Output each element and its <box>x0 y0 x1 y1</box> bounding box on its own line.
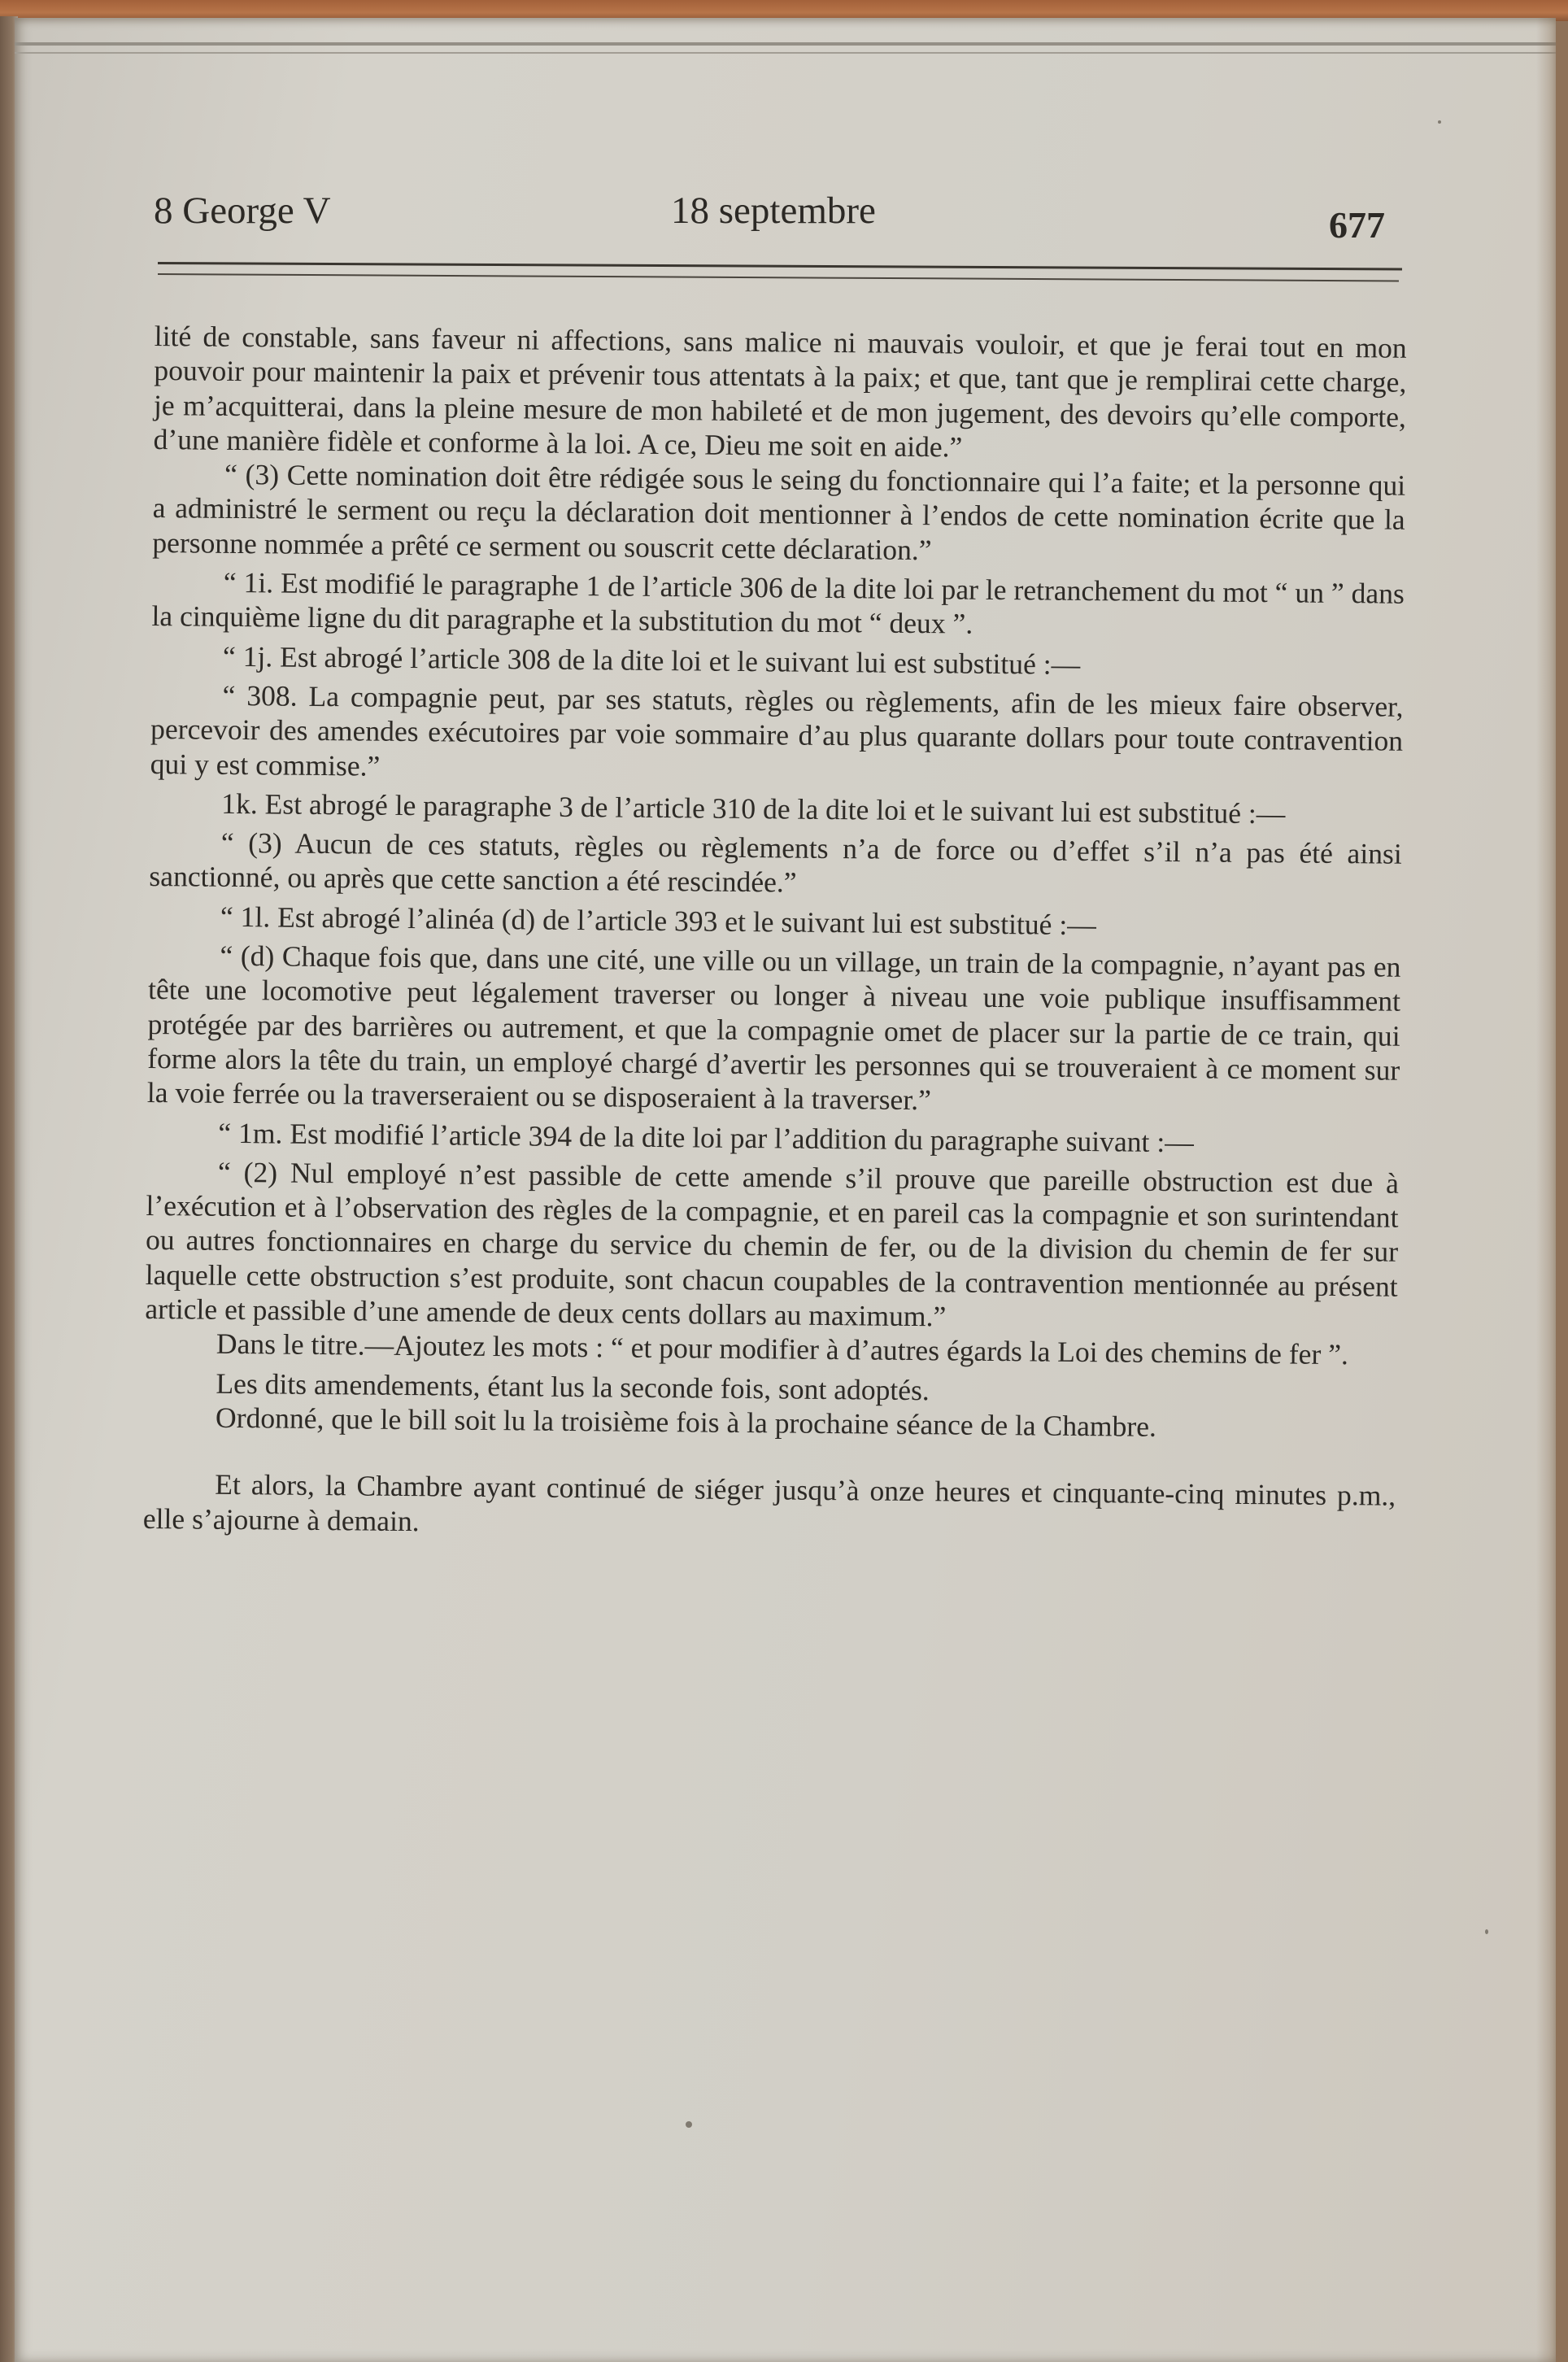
paragraph-amendment-1k: 1k. Est abrogé le paragraphe 3 de l’article 310 de la dite loi et le suivant lui est substitué :— <box>221 787 1286 830</box>
paragraph-amendment-1i: “ 1i. Est modifié le paragraphe 1 de l’article 306 de la dite loi par le retranchement du mot “ un ” dans la cinquième ligne du dit paragraphe et la substitution du mot “ deux ”. <box>151 565 1405 641</box>
page-number: 677 <box>1329 204 1385 246</box>
paragraph-amendment-1m: “ 1m. Est modifié l’article 394 de la dite loi par l’addition du paragraphe suivant :— <box>218 1116 1194 1158</box>
paragraph-subsection-2-employe: “ (2) Nul employé n’est passible de cette amende s’il prouve que pareille obstruction est due à l’exécution et à l’observation des règles de la compagnie, et en pareil cas la compagnie et son surintendant ou autres fonctionnaires en charge du service du chemin de fer, ou de la division du chemin de fer sur laquelle cette obstruction s’est produite, sont chacun coupables de la contravention mentionnée au présent article et passible d’une amende de deux cents dollars au maximum.” <box>145 1155 1400 1333</box>
paragraph-ordonne: Ordonné, que le bill soit lu la troisième fois à la prochaine séance de la Chambre. <box>215 1401 1157 1443</box>
page-shadow-edge <box>1536 18 1556 2362</box>
paragraph-amendment-1l: “ 1l. Est abrogé l’alinéa (d) de l’article 393 et le suivant lui est substitué :— <box>220 900 1097 941</box>
paragraph-subsection-3-nomination: “ (3) Cette nomination doit être rédigée sous le seing du fonctionnaire qui l’a faite; et la personne qui a administré le serment ou reçu la déclaration doit mentionner à l’endos de cette nomination écrite que la personne nommée a prêté ce serment ou souscrit cette déclaration.” <box>152 458 1406 566</box>
paragraph-oath-continuation: lité de constable, sans faveur ni affections, sans malice ni mauvais vouloir, et que je ferai tout en mon pouvoir pour maintenir la paix et prévenir tous attentats à la paix; et que, tant que je remplirai cette charge, je m’acquitterai, dans la pleine mesure de mon habileté et de mon jugement, des devoirs qu’elle comporte, d’une manière fidèle et conforme à la loi. A ce, Dieu me soit en aide.” <box>153 319 1407 464</box>
running-head-regnal-year: 8 George V <box>154 190 331 232</box>
paragraph-subsection-3-statuts: “ (3) Aucun de ces statuts, règles ou règlements n’a de force ou d’effet s’il n’a pas été ainsi sanctionné, ou après que cette sanction a été rescindée.” <box>149 826 1402 900</box>
paragraph-alinea-d: “ (d) Chaque fois que, dans une cité, une ville ou un village, un train de la compagnie, n’ayant pas en tête une locomotive peut légalement traverser ou longer à niveau une voie publique insuffisamment protégée par des barrières ou autrement, et que la compagnie omet de placer sur la partie de ce train, qui forme alors la tête du train, un employé chargé d’avertir les personnes qui se trouveraient à ce moment sur la voie ferrée ou la traverseraient ou se disposeraient à la traverser.” <box>146 939 1401 1117</box>
paragraph-ajournement: Et alors, la Chambre ayant continué de siéger jusqu’à onze heures et cinquante-cinq minutes p.m., elle s’ajourne à demain. <box>142 1467 1396 1537</box>
paragraph-article-308: “ 308. La compagnie peut, par ses statuts, règles ou règlements, afin de les mieux faire observer, percevoir des amendes exécutoires par voie sommaire d’au plus quarante dollars pour toute contravention qui y est commise.” <box>150 678 1404 782</box>
paragraph-amendment-1j: “ 1j. Est abrogé l’article 308 de la dite loi et le suivant lui est substitué :— <box>222 639 1081 681</box>
running-head-date: 18 septembre <box>671 190 876 232</box>
page-top-rule <box>15 42 1556 46</box>
paper-speck <box>1438 120 1441 124</box>
paragraph-amendements-adoptes: Les dits amendements, étant lus la seconde fois, sont adoptés. <box>216 1366 930 1406</box>
paper-speck <box>686 2121 692 2128</box>
paper-speck <box>1485 1929 1488 1934</box>
page-top-rule-thin <box>15 52 1556 54</box>
body-text <box>143 319 1407 1548</box>
paragraph-dans-le-titre: Dans le titre.—Ajoutez les mots : “ et pour modifier à d’autres égards la Loi des chemins de fer ”. <box>216 1327 1349 1371</box>
